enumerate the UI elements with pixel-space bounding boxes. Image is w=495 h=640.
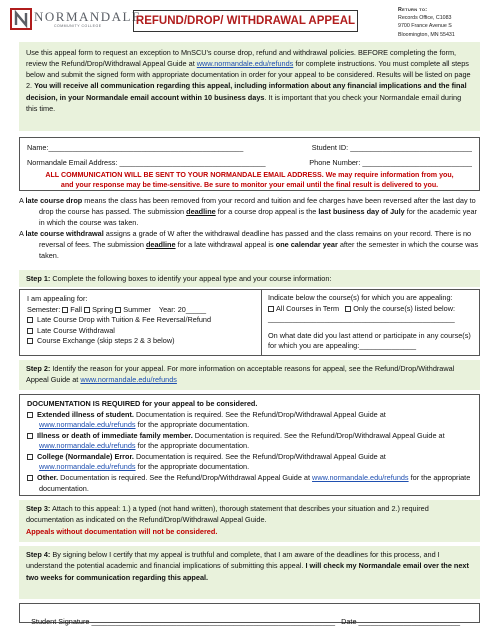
step2-label: Step 2: — [26, 364, 51, 373]
reason-link[interactable]: www.normandale.edu/refunds — [39, 420, 136, 430]
all-courses-label: All Courses in Term — [276, 303, 340, 313]
reason-title: Extended illness of student. — [37, 409, 134, 419]
fall-checkbox[interactable] — [62, 307, 68, 313]
def-text: for a course drop appeal is the — [215, 206, 319, 216]
step4-bold-text: I will check my Normandale email over the next two weeks for communication regarding this appeal. — [26, 561, 469, 582]
late-withdrawal-checkbox[interactable] — [27, 328, 33, 334]
reason-text-after: for the appropriate documentation. — [39, 473, 471, 493]
late-drop-option-label: Late Course Drop with Tuition & Fee Reversal/Refund — [37, 315, 212, 325]
documentation-panel — [19, 394, 480, 496]
intro-text-1: Use this appeal form to request an exception to MnSCU's course drop, refund and withdrawal policies. BEFORE completing the form, review the Refund/Drop/Withdrawal Appeal Guide at — [26, 48, 457, 69]
step1-bar — [19, 270, 480, 287]
deadline-term: deadline — [186, 206, 216, 216]
step4-bar — [19, 546, 480, 599]
name-label: Name: — [27, 143, 49, 152]
return-line-3: Bloomington, MN 55431 — [398, 31, 455, 38]
def-text: after the semester in which the course was taken. — [39, 239, 479, 260]
return-line-2: 9700 France Avenue S — [398, 23, 452, 30]
reason-title: Illness or death of immediate family member. — [37, 430, 193, 440]
only-listed-label: Only the course(s) listed below: — [353, 303, 456, 313]
late-withdrawal-option-label: Late Course Withdrawal — [37, 325, 115, 335]
reason-college-error — [27, 452, 472, 473]
family-illness-checkbox[interactable] — [27, 433, 33, 439]
reason-title: College (Normandale) Error. — [37, 451, 134, 461]
extended-illness-checkbox[interactable] — [27, 412, 33, 418]
step3-bar — [19, 500, 480, 542]
return-address — [398, 6, 490, 39]
course-exchange-checkbox[interactable] — [27, 338, 33, 344]
name-field[interactable]: ________________________________________________ — [48, 143, 244, 152]
step1-panel — [19, 289, 480, 356]
reason-text: Documentation is required. See the Refund/Drop/Withdrawal Appeal Guide at — [192, 430, 445, 440]
date-field[interactable]: _________________________ — [356, 617, 461, 627]
return-to-heading: Return to: — [398, 7, 428, 13]
reason-family-illness — [27, 431, 472, 452]
indicate-courses-label: Indicate below the course(s) for which you are appealing: — [268, 293, 453, 302]
semester-row — [27, 305, 249, 316]
reason-extended-illness — [27, 410, 472, 431]
reason-text: Documentation is required. See the Refund/Drop/Withdrawal Appeal Guide at — [133, 409, 386, 419]
late-withdrawal-term: late course withdrawal — [25, 228, 104, 238]
reason-link[interactable]: www.normandale.edu/refunds — [39, 462, 136, 472]
spring-label: Spring — [92, 304, 114, 314]
normandale-logo-mark-icon — [10, 8, 32, 30]
reason-other — [27, 473, 472, 494]
communication-warning — [27, 170, 472, 191]
signature-field[interactable]: ____________________________________________________________ — [89, 617, 336, 627]
intro-section — [19, 42, 480, 131]
last-attend-field[interactable]: On what date did you last attend or participate in any course(s) for which you are appealing:______________ — [268, 330, 471, 351]
step1-label: Step 1: — [26, 274, 51, 283]
documentation-heading: DOCUMENTATION IS REQUIRED for your appeal to be considered. — [27, 399, 258, 408]
step4-text: By signing below I certify that my appeal is truthful and complete, that I am aware of the deadlines for this process, and I understand the potential academic and financial implications of submitting this appeal. — [26, 550, 440, 571]
step3-text: Attach to this appeal: 1.) a typed (not hand written), thorough statement that describes your situation and 2.) required documentation as indicated on the Refund/Drop/Withdrawal Appeal Guide. — [26, 504, 429, 525]
step4-label: Step 4: — [26, 550, 51, 559]
normandale-logo — [10, 8, 142, 32]
name-row — [27, 143, 472, 152]
definitions-section — [19, 196, 480, 262]
intro-paragraph — [26, 47, 473, 114]
def-text: for a late withdrawal appeal is — [175, 239, 276, 249]
contact-section — [19, 137, 480, 191]
reason-link[interactable]: www.normandale.edu/refunds — [312, 473, 409, 483]
intro-text-2: for complete instructions. You must complete all steps below and submit the signed form with appropriate documentation in order for your appeal to be considered. Results will be listed on page 2. — [26, 59, 471, 91]
step2-text: Identify the reason for your appeal. For more information on acceptable reasons for appeal, see the Refund/Drop/Withdrawal Appeal Guide at — [26, 364, 455, 385]
step2-bar — [19, 360, 480, 390]
late-withdrawal-definition — [19, 229, 480, 262]
def-text: A — [19, 196, 26, 205]
email-field[interactable]: ____________________________________ — [117, 158, 266, 168]
email-label: Normandale Email Address: — [27, 158, 118, 168]
course-column — [261, 289, 475, 356]
intro-bold-text: You will receive all communication regarding this appeal, including information about any financial implications and the final decision, in your Normandale email account within 10 business days — [26, 81, 467, 102]
course-list-field[interactable]: ______________________________________________ — [268, 314, 455, 324]
college-error-checkbox[interactable] — [27, 454, 33, 460]
option-course-exchange — [27, 336, 249, 347]
deadline-term: deadline — [145, 239, 176, 249]
course-exchange-option-label: Course Exchange (skip steps 2 & 3 below) — [37, 336, 175, 346]
option-late-withdrawal — [27, 326, 249, 337]
year-field[interactable]: Year: 20_____ — [158, 304, 207, 314]
warning-line-1: ALL COMMUNICATION WILL BE SENT TO YOUR NORMANDALE EMAIL ADDRESS. We may require information from you, — [45, 170, 454, 179]
all-courses-checkbox[interactable] — [268, 306, 274, 312]
phone-field[interactable]: ___________________________ — [360, 158, 472, 168]
semester-label: Semester: — [27, 304, 61, 314]
step2-refunds-link[interactable]: www.normandale.edu/refunds — [80, 375, 177, 385]
late-drop-checkbox[interactable] — [27, 317, 33, 323]
step1-text: Complete the following boxes to identify your appeal type and your course information: — [50, 274, 332, 283]
def-text: for the academic year in which the course was taken. — [39, 206, 477, 227]
refunds-link[interactable]: www.normandale.edu/refunds — [196, 59, 294, 69]
appealing-for-label: I am appealing for: — [27, 294, 88, 303]
summer-label: Summer — [123, 304, 151, 314]
step3-label: Step 3: — [26, 504, 51, 513]
email-row — [27, 158, 472, 167]
option-late-drop — [27, 315, 249, 326]
def-text: A — [19, 228, 26, 238]
reason-text: Documentation is required. See the Refund/Drop/Withdrawal Appeal Guide at — [133, 451, 386, 461]
late-drop-definition — [19, 196, 480, 229]
signature-label: Student Signature — [31, 617, 90, 627]
appeal-type-column — [27, 294, 249, 347]
late-drop-deadline: last business day of July — [318, 206, 405, 216]
reason-text: Documentation is required. See the Refund/Drop/Withdrawal Appeal Guide at — [58, 473, 313, 483]
college-name: NORMANDALE — [34, 9, 142, 24]
warning-line-2: and your response may be time-sensitive. Be sure to monitor your email until the final result is delivered to you. — [60, 180, 439, 189]
reason-text-after: for the appropriate documentation. — [135, 441, 250, 451]
late-drop-term: late course drop — [25, 196, 83, 205]
step3-warning: Appeals without documentation will not be considered. — [26, 526, 218, 536]
fall-label: Fall — [70, 304, 83, 314]
college-subtitle: COMMUNITY COLLEGE — [54, 24, 102, 28]
summer-checkbox[interactable] — [115, 307, 121, 313]
reason-text-after: for the appropriate documentation. — [135, 462, 250, 472]
late-withdrawal-deadline: one calendar year — [275, 239, 338, 249]
title-box — [133, 10, 358, 32]
only-listed-checkbox[interactable] — [345, 306, 351, 312]
def-text: assigns a grade of W after the withdrawal deadline has passed and the class remains on your record. There is no reversal of fees. The submission — [39, 228, 472, 249]
intro-text-3: . It is important that you check your Normandale email during this time. — [26, 92, 462, 113]
reason-text-after: for the appropriate documentation. — [135, 420, 250, 430]
student-id-label: Student ID: — [311, 143, 349, 152]
spring-checkbox[interactable] — [84, 307, 90, 313]
def-text: means the class has been removed from your record and tuition and fee charges have been reversed after the last day to drop the course has passed. The submission — [39, 196, 476, 216]
reason-link[interactable]: www.normandale.edu/refunds — [39, 441, 136, 451]
other-checkbox[interactable] — [27, 475, 33, 481]
form-header — [0, 0, 495, 38]
return-line-1: Records Office, C1083 — [398, 15, 452, 22]
signature-row — [19, 603, 480, 627]
date-label: Date — [341, 617, 357, 627]
course-scope-row — [268, 304, 475, 315]
phone-label: Phone Number: — [309, 158, 361, 168]
form-title: REFUND/DROP/ WITHDRAWAL APPEAL — [135, 14, 356, 27]
student-id-field[interactable]: ______________________________ — [348, 143, 472, 152]
reason-title: Other. — [37, 473, 59, 483]
